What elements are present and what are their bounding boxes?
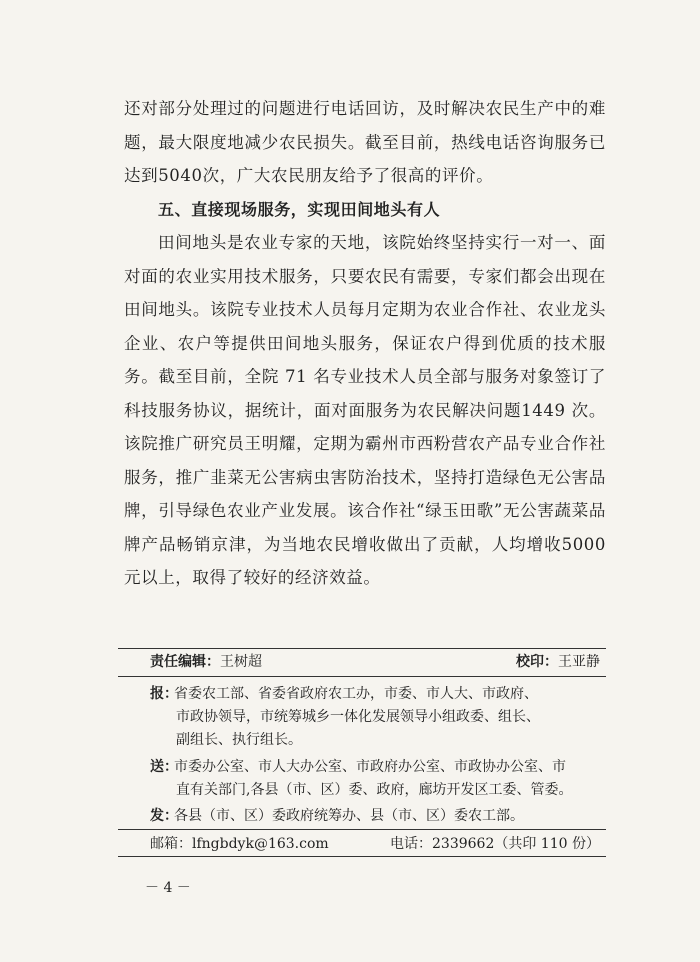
report-line-3: 副组长、执行组长。 xyxy=(176,732,302,748)
footer-top-rule xyxy=(118,648,606,649)
send-label: 送： xyxy=(150,759,178,775)
section-heading: 五、直接现场服务，实现田间地头有人 xyxy=(158,199,441,219)
issue-block xyxy=(150,805,600,828)
page-number: － 4 － xyxy=(145,880,191,896)
send-line-2: 直有关部门,各县（市、区）委、政府，廊坊开发区工委、管委。 xyxy=(176,782,573,798)
editor-name: 王树超 xyxy=(220,654,262,670)
report-line-1: 省委农工部、省委省政府农工办，市委、市人大、市政府、 xyxy=(174,686,538,702)
phone-text: 电话：2339662（共印 110 份） xyxy=(390,836,600,852)
proof-name: 王亚静 xyxy=(558,654,600,670)
contact-row xyxy=(150,834,600,854)
issue-label: 发： xyxy=(150,808,178,824)
body-text xyxy=(124,92,606,595)
send-block xyxy=(150,756,600,802)
proof-credit xyxy=(516,652,600,672)
footer-rule-2 xyxy=(118,676,606,677)
send-line-1: 市委办公室、市人大办公室、市政府办公室、市政协办公室、市 xyxy=(174,759,566,775)
report-label: 报： xyxy=(150,686,178,702)
report-block xyxy=(150,683,600,752)
paragraph-intro: 还对部分处理过的问题进行电话回访，及时解决农民生产中的难题，最大限度地减少农民损失。截至目前，热线电话咨询服务已达到5040次，广大农民朋友给予了很高的评价。 xyxy=(124,99,606,185)
editor-label: 责任编辑： xyxy=(150,654,220,670)
paragraph-main: 田间地头是农业专家的天地，该院始终坚持实行一对一、面对面的农业实用技术服务，只要农民有需要，专家们都会出现在田间地头。该院专业技术人员每月定期为农业合作社、农业龙头企业、农户等提供田间地头服务，保证农户得到优质的技术服务。截至目前，全院 71 名专业技术人员全部与服务对象签订了科技服务协议，据统计，面对面服务为农民解决问题1449 次。该院推广研究员王明耀，定期为霸州市西粉营农产品专业合作社服务，推广韭菜无公害病虫害防治技术，坚持打造绿色无公害品牌，引导绿色农业产业发展。该合作社“绿玉田歌”无公害蔬菜品牌产品畅销京津，为当地农民增收做出了贡献，人均增收5000元以上，取得了较好的经济效益。 xyxy=(124,233,606,587)
footer-bottom-rule xyxy=(118,856,606,857)
email-text: 邮箱：lfngbdyk@163.com xyxy=(150,836,329,852)
report-line-2: 市政协领导，市统筹城乡一体化发展领导小组政委、组长、 xyxy=(176,709,540,725)
editor-credit xyxy=(150,652,262,672)
footer-rule-3 xyxy=(118,829,606,830)
issue-line-1: 各县（市、区）委政府统筹办、县（市、区）委农工部。 xyxy=(174,808,524,824)
proof-label: 校印： xyxy=(516,654,558,670)
